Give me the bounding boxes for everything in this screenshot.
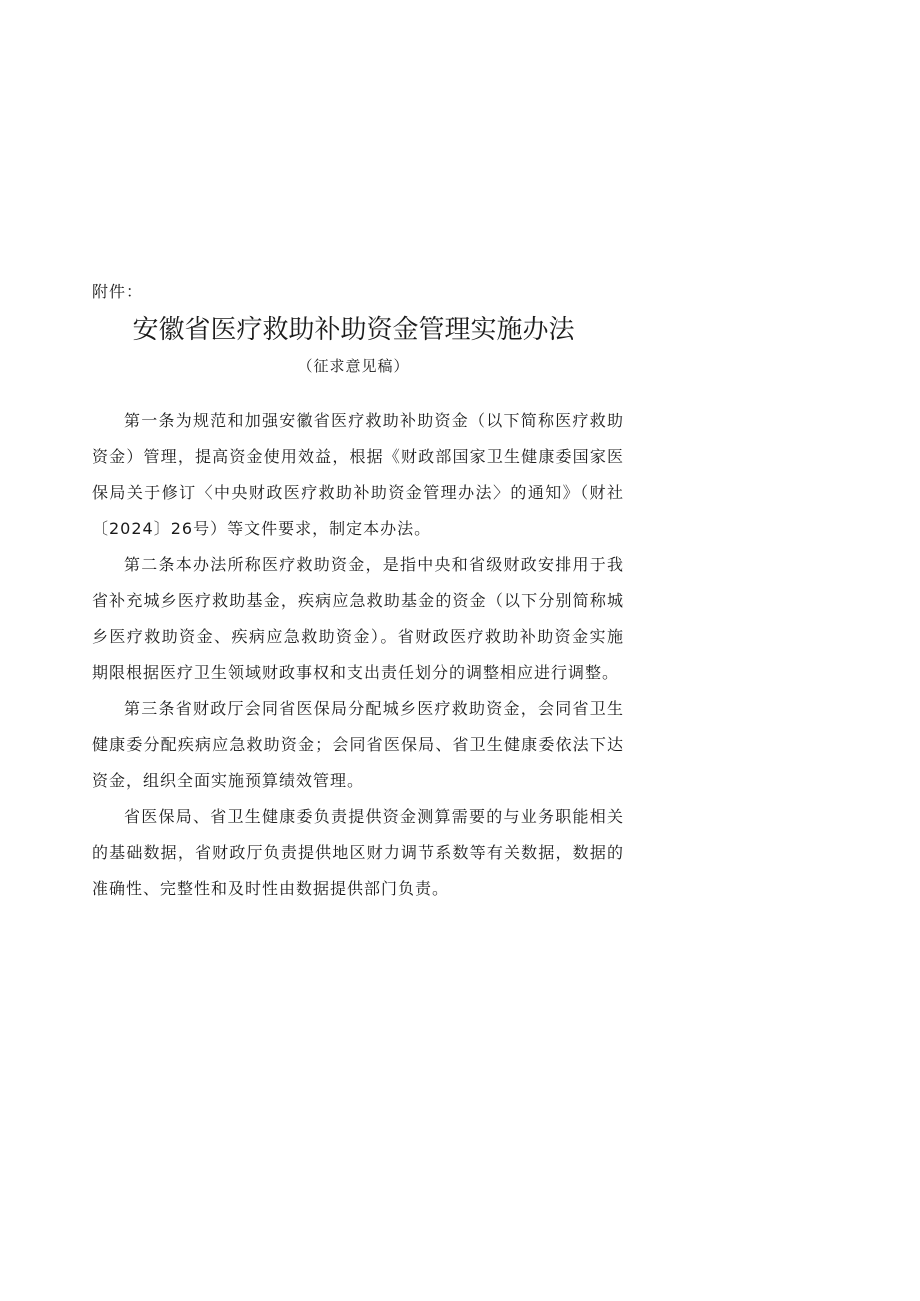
article-2-paragraph: 第二条本办法所称医疗救助资金，是指中央和省级财政安排用于我省补充城乡医疗救助基金，疾病应急救助基金的资金（以下分别简称城乡医疗救助资金、疾病应急救助资金）。省财政医疗救助补助资金实施期限根据医疗卫生领域财政事权和支出责任划分的调整相应进行调整。 [92,555,624,682]
attachment-label: 附件： [92,282,144,301]
document-body [92,403,624,907]
document-title: 安徽省医疗救助补助资金管理实施办法 [132,315,575,345]
article-3-paragraph: 第三条省财政厅会同省医保局分配城乡医疗救助资金，会同省卫生健康委分配疾病应急救助资金；会同省医保局、省卫生健康委依法下达资金，组织全面实施预算绩效管理。 [92,699,624,790]
document-subtitle: （征求意见稿） [297,357,410,375]
article-1-paragraph: 第一条为规范和加强安徽省医疗救助补助资金（以下简称医疗救助资金）管理，提高资金使用效益，根据《财政部国家卫生健康委国家医保局关于修订〈中央财政医疗救助补助资金管理办法〉的通知》（财社〔2024〕26号）等文件要求，制定本办法。 [92,411,624,538]
article-3-supplement-paragraph: 省医保局、省卫生健康委负责提供资金测算需要的与业务职能相关的基础数据，省财政厅负责提供地区财力调节系数等有关数据，数据的准确性、完整性和及时性由数据提供部门负责。 [92,807,624,898]
